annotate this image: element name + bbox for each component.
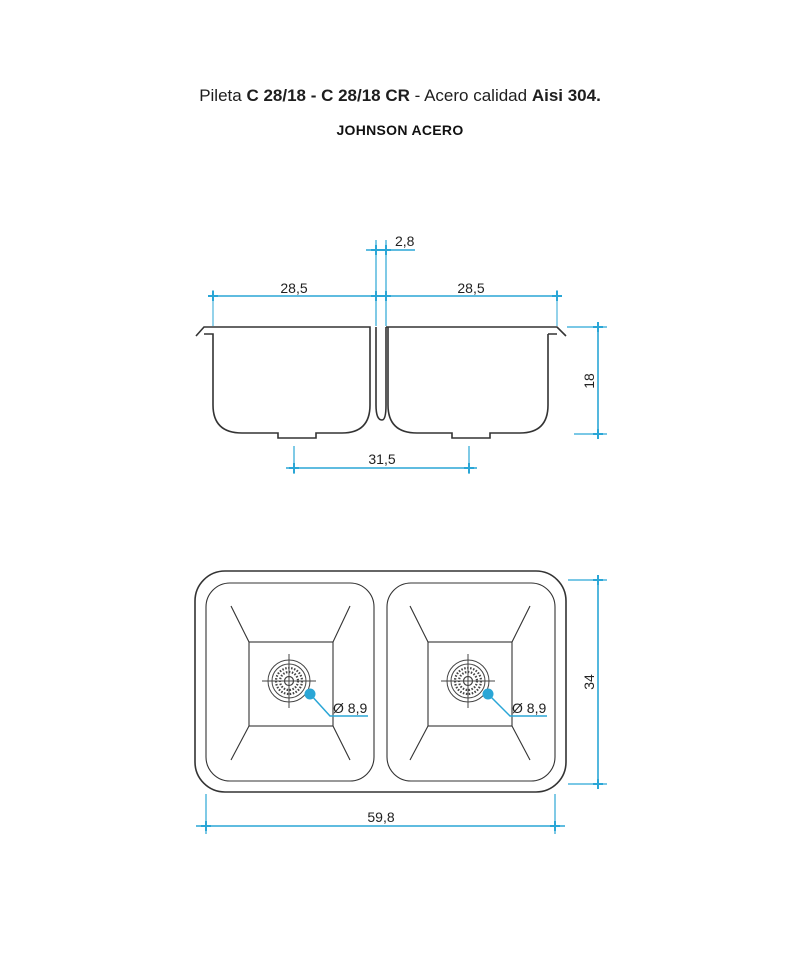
label-bowl-width-left: 28,5 — [280, 280, 308, 296]
dimension-bowl-width-left — [208, 280, 381, 326]
label-drain-spacing: 31,5 — [368, 451, 396, 467]
divider-profile — [376, 327, 386, 420]
top-view — [195, 571, 566, 792]
label-height: 18 — [581, 373, 597, 389]
dimension-drain-diameter-right — [483, 689, 548, 717]
drain-left-icon — [262, 654, 316, 708]
title-middle: - Acero calidad — [409, 86, 532, 105]
side-view — [196, 327, 566, 438]
brand-name: JOHNSON ACERO — [336, 122, 464, 138]
drain-right-icon — [441, 654, 495, 708]
right-bowl-top — [387, 583, 555, 781]
sink-outer-rim — [195, 571, 566, 792]
title-prefix: Pileta — [199, 86, 247, 105]
label-drain-diameter-left: Ø 8,9 — [333, 700, 368, 716]
right-bowl-profile — [386, 327, 566, 438]
dimension-drain-spacing — [286, 446, 477, 474]
dimension-height — [567, 322, 607, 439]
title-material: Aisi 304. — [531, 86, 601, 105]
label-drain-diameter-right: Ø 8,9 — [512, 700, 547, 716]
dimension-drain-diameter-left — [305, 689, 369, 717]
left-bowl-top — [206, 583, 374, 781]
dimension-depth — [568, 575, 607, 789]
label-divider: 2,8 — [395, 233, 415, 249]
label-bowl-width-right: 28,5 — [457, 280, 485, 296]
dimension-total-width — [196, 794, 565, 834]
label-total-width: 59,8 — [367, 809, 395, 825]
label-depth: 34 — [581, 674, 597, 690]
dimension-divider — [366, 233, 415, 326]
dimension-bowl-width-right — [381, 280, 562, 326]
left-bowl-profile — [196, 327, 370, 438]
title-model: C 28/18 - C 28/18 CR — [246, 86, 410, 105]
